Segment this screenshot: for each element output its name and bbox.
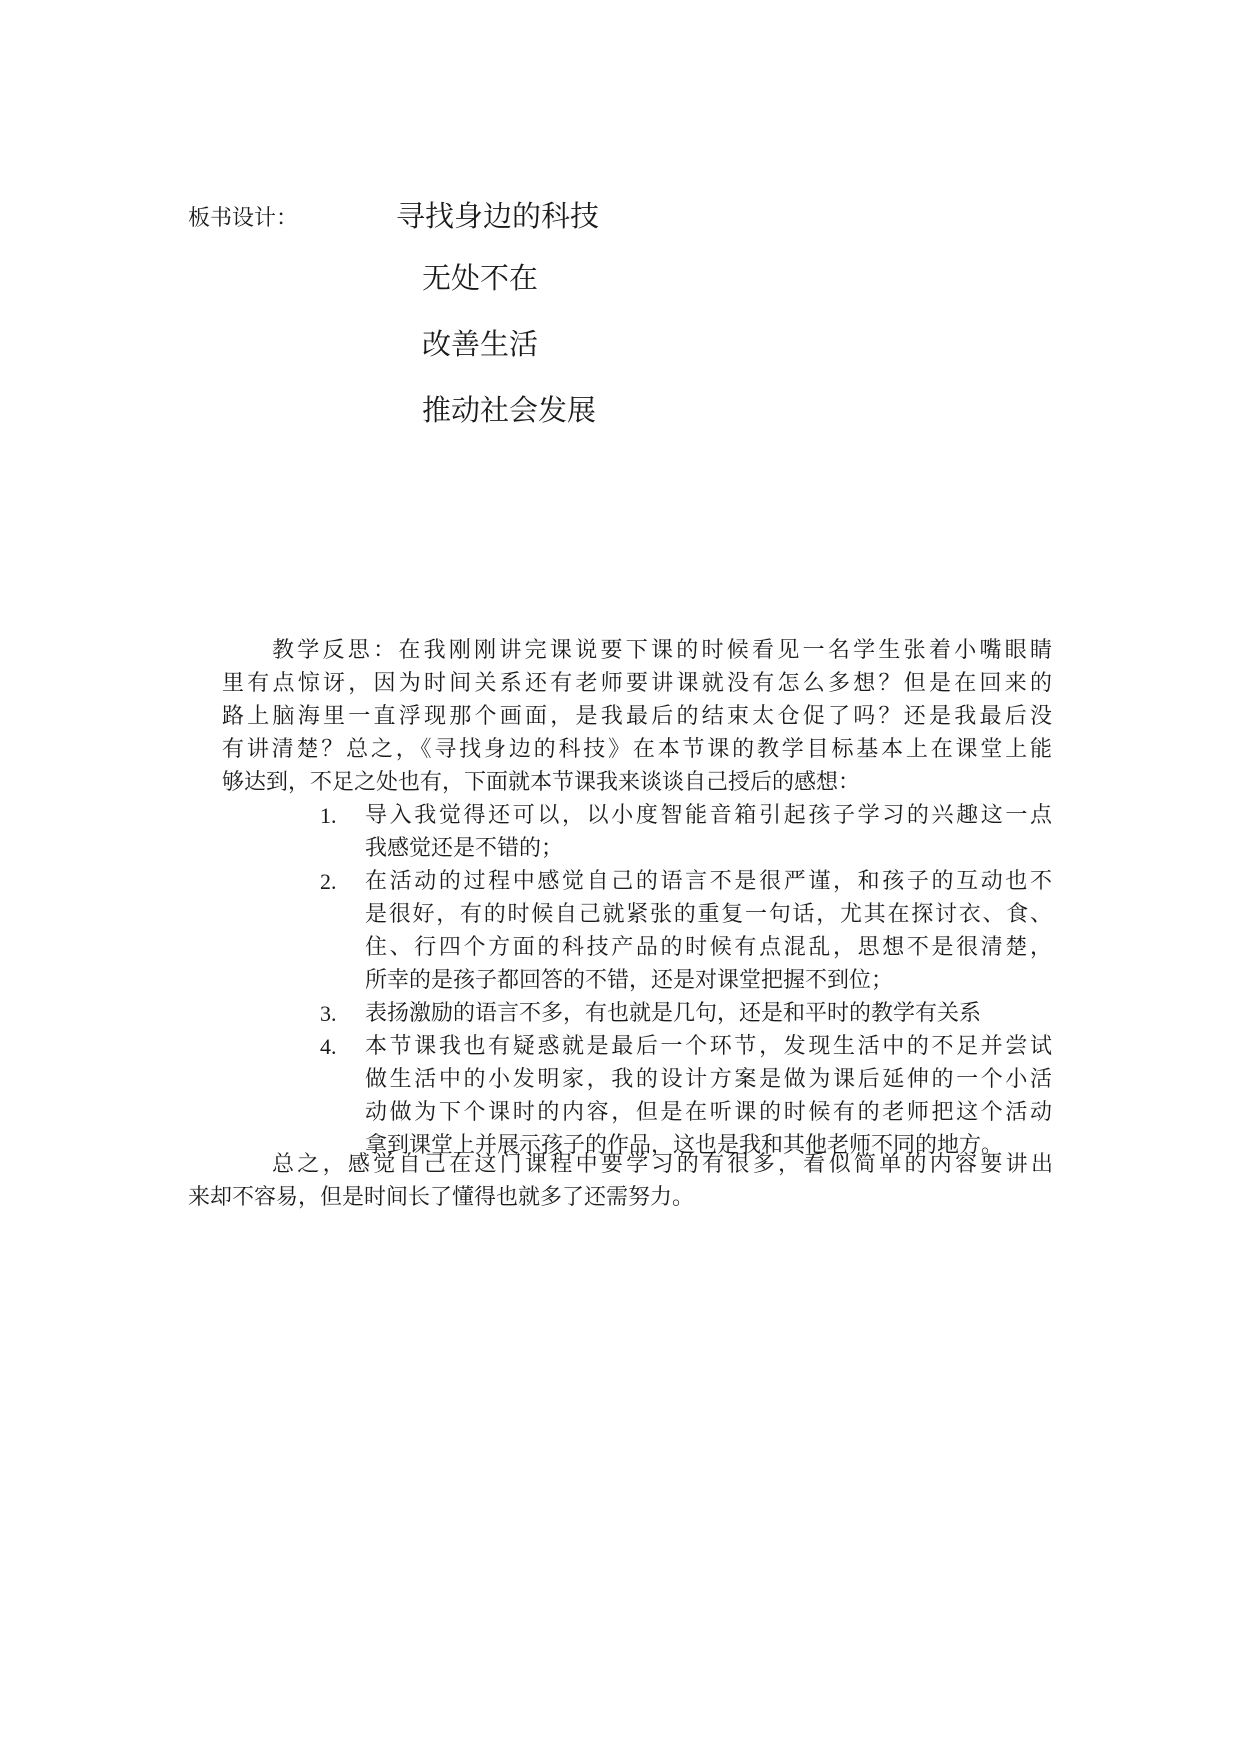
point-line: 拿到课堂上并展示孩子的作品，这也是我和其他老师不同的地方。 bbox=[365, 1133, 1004, 1158]
point-number: 1. bbox=[320, 803, 337, 828]
reflection-point bbox=[320, 865, 1052, 997]
reflection-summary bbox=[188, 1148, 1053, 1214]
reflection-points-list bbox=[320, 799, 1052, 1162]
board-design-items bbox=[422, 258, 596, 456]
point-number: 2. bbox=[320, 869, 337, 894]
reflection-point bbox=[320, 799, 1052, 865]
summary-line: 总之，感觉自己在这门课程中要学习的有很多，看似简单的内容要讲出 bbox=[272, 1152, 1053, 1177]
board-item: 推动社会发展 bbox=[422, 393, 597, 427]
point-line: 动做为下个课时的内容，但是在听课的时候有的老师把这个活动 bbox=[365, 1100, 1052, 1125]
reflection-point bbox=[320, 1030, 1052, 1162]
board-item: 无处不在 bbox=[422, 261, 539, 295]
board-item: 改善生活 bbox=[422, 327, 539, 361]
point-line: 是很好，有的时候自己就紧张的重复一句话，尤其在探讨衣、食、 bbox=[365, 902, 1052, 927]
reflection-point bbox=[320, 997, 1052, 1030]
point-line: 做生活中的小发明家，我的设计方案是做为课后延伸的一个小活 bbox=[365, 1067, 1052, 1092]
board-design-title: 寻找身边的科技 bbox=[396, 199, 600, 233]
point-line: 表扬激励的语言不多，有也就是几句，还是和平时的教学有关系 bbox=[365, 1001, 982, 1026]
board-design-label: 板书设计： bbox=[188, 206, 299, 231]
reflection-intro-line: 里有点惊讶，因为时间关系还有老师要讲课就没有怎么多想？但是在回来的 bbox=[222, 671, 1052, 696]
summary-line: 来却不容易，但是时间长了懂得也就多了还需努力。 bbox=[188, 1185, 695, 1210]
point-line: 本节课我也有疑惑就是最后一个环节，发现生活中的不足并尝试 bbox=[365, 1034, 1052, 1059]
point-line: 在活动的过程中感觉自己的语言不是很严谨，和孩子的互动也不 bbox=[365, 869, 1052, 894]
point-number: 4. bbox=[320, 1034, 337, 1059]
reflection-intro bbox=[222, 634, 1052, 799]
point-line: 住、行四个方面的科技产品的时候有点混乱，思想不是很清楚， bbox=[365, 935, 1052, 960]
reflection-intro-line: 够达到，不足之处也有，下面就本节课我来谈谈自己授后的感想： bbox=[222, 770, 861, 795]
reflection-intro-line: 有讲清楚？总之，《寻找身边的科技》在本节课的教学目标基本上在课堂上能 bbox=[222, 737, 1052, 762]
point-line: 所幸的是孩子都回答的不错，还是对课堂把握不到位； bbox=[365, 968, 894, 993]
point-line: 导入我觉得还可以，以小度智能音箱引起孩子学习的兴趣这一点 bbox=[365, 803, 1052, 828]
point-line: 我感觉还是不错的； bbox=[365, 836, 564, 861]
reflection-intro-line: 路上脑海里一直浮现那个画面，是我最后的结束太仓促了吗？还是我最后没 bbox=[222, 704, 1052, 729]
reflection-intro-line: 教学反思：在我刚刚讲完课说要下课的时候看见一名学生张着小嘴眼睛 bbox=[272, 638, 1052, 663]
point-number: 3. bbox=[320, 1001, 337, 1026]
teaching-reflection bbox=[222, 634, 1052, 1162]
